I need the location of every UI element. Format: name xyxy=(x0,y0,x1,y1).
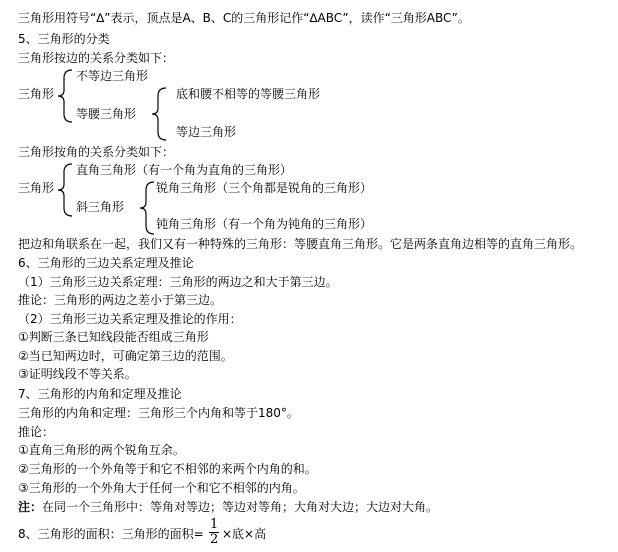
text-corollary-a: ①直角三角形的两个锐角互余。 xyxy=(18,443,185,457)
tree-node-isosceles-nonequal: 底和腰不相等的等腰三角形 xyxy=(176,87,321,101)
text-line-symbol: 三角形用符号“∆”表示，顶点是A、B、C的三角形记作“∆ABC”，读作“三角形ABC”。 xyxy=(18,11,470,25)
text-angle-classification: 三角形按角的关系分类如下： xyxy=(18,145,175,159)
text-theorem-1: （1）三角形三边关系定理：三角形的两边之和大于第三边。 xyxy=(18,275,338,289)
brace-side-root xyxy=(52,68,76,124)
section-heading-6: 6、三角形的三边关系定理及推论 xyxy=(18,256,194,270)
text-usage-heading: （2）三角形三边关系定理及推论的作用： xyxy=(18,312,242,326)
note-text: 在同一个三角形中：等角对等边；等边对等角；大角对大边；大边对大角。 xyxy=(42,500,439,514)
text-area-formula-suffix: ×底×高 xyxy=(222,527,267,541)
brace-isosceles xyxy=(148,86,170,142)
text-angle-sum: 三角形的内角和定理：三角形三个内角和等于180°。 xyxy=(18,406,299,420)
text-usage-1: ①判断三条已知线段能否组成三角形 xyxy=(18,330,209,344)
brace-oblique xyxy=(136,180,158,236)
text-corollary-c: ③三角形的一个外角大于任何一个和它不相邻的内角。 xyxy=(18,481,305,495)
text-side-classification: 三角形按边的关系分类如下： xyxy=(18,51,175,65)
tree-root-angle: 三角形 xyxy=(18,181,55,195)
section-heading-5: 5、三角形的分类 xyxy=(18,32,110,46)
text-usage-2: ②当已知两边时，可确定第三边的范围。 xyxy=(18,349,233,363)
tree-root-side: 三角形 xyxy=(18,87,55,101)
tree-node-right-triangle: 直角三角形（有一个角为直角的三角形） xyxy=(76,163,293,177)
tree-node-oblique: 斜三角形 xyxy=(76,200,125,214)
fraction-numerator: 1 xyxy=(210,517,219,532)
section-heading-7: 7、三角形的内角和定理及推论 xyxy=(18,387,182,401)
text-area-formula-prefix: 8、三角形的面积：三角形的面积= xyxy=(18,527,204,541)
brace-angle-root xyxy=(52,162,76,218)
fraction-one-half xyxy=(209,518,219,547)
text-corollary-b: ②三角形的一个外角等于和它不相邻的来两个内角的和。 xyxy=(18,462,317,476)
text-note xyxy=(18,499,438,515)
tree-node-obtuse: 钝角三角形（有一个角为钝角的三角形） xyxy=(156,217,373,231)
text-isosceles-right: 把边和角联系在一起，我们又有一种特殊的三角形：等腰直角三角形。它是两条直角边相等的直角三角形。 xyxy=(18,237,583,251)
tree-node-acute: 锐角三角形（三个角都是锐角的三角形） xyxy=(156,181,373,195)
note-label: 注： xyxy=(18,500,43,514)
text-usage-3: ③证明线段不等关系。 xyxy=(18,367,137,381)
text-corollary-heading: 推论： xyxy=(18,425,55,439)
tree-node-isosceles: 等腰三角形 xyxy=(76,107,137,121)
fraction-denominator: 2 xyxy=(210,532,219,547)
tree-node-scalene: 不等边三角形 xyxy=(76,69,149,83)
tree-node-equilateral: 等边三角形 xyxy=(176,125,237,139)
text-corollary-1: 推论：三角形的两边之差小于第三边。 xyxy=(18,293,223,307)
